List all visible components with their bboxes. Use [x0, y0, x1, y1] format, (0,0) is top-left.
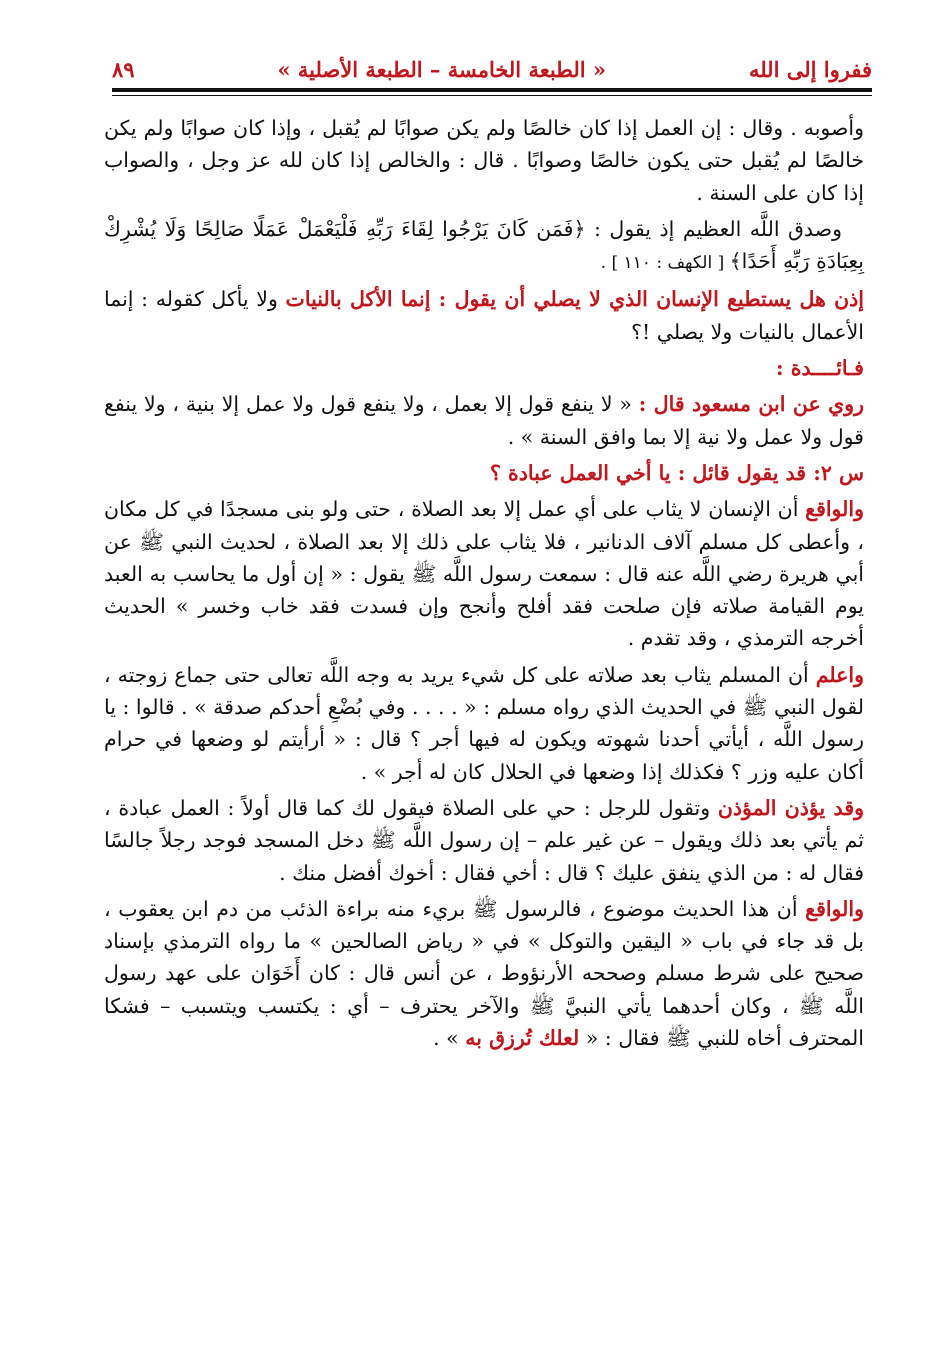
paragraph-3-highlight: إذن هل يستطيع الإنسان الذي لا يصلي أن يقول : إنما الأكل بالنيات	[285, 287, 864, 312]
paragraph-8-tail: » .	[433, 1026, 466, 1051]
paragraph-8-text: أن هذا الحديث موضوع ، فالرسول ﷺ بريء منه براءة الذئب من دم ابن يعقوب ، بل قد جاء في باب « اليقين والتوكل » في « رياض الصالحين » ما رواه الترمذي بإسناد صحيح على شرط مسلم وصححه الأرنؤوط ، عن أنس قال : كان أَخَوَان على عهد رسول اللَّه ﷺ ، وكان أحدهما يأتي النبيَّ ﷺ والآخر يحترف – أي : يكتسب ويتسبب – فشكا المحترف أخاه للنبي ﷺ فقال : «	[104, 896, 864, 1051]
page-body	[104, 112, 864, 1058]
paragraph-6	[104, 659, 864, 788]
book-title: ففروا إلى الله	[748, 56, 872, 82]
page-number: ٨٩	[112, 56, 135, 82]
question-2-heading: س ٢: قد يقول قائل : يا أخي العمل عبادة ؟	[490, 460, 864, 485]
paragraph-4	[104, 388, 864, 453]
paragraph-6-highlight: واعلم	[815, 662, 864, 687]
header-rule-thick	[112, 88, 872, 92]
paragraph-2	[104, 213, 864, 280]
paragraph-7-text: وتقول للرجل : حي على الصلاة فيقول لك كما قال أولاً : العمل عبادة ، ثم يأتي بعد ذلك ويقول – عن غير علم – إن رسول اللَّه ﷺ دخل المسجد فوجد رجلاً جالسًا فقال له : من الذي ينفق عليك ؟ قال : أخي فقال : أخوك أفضل منك .	[104, 795, 864, 885]
quran-intro: وصدق اللَّه العظيم إذ يقول :	[585, 216, 843, 241]
paragraph-1: وأصوبه . وقال : إن العمل إذا كان خالصًا ولم يكن صوابًا لم يُقبل ، وإذا كان صوابًا ولم يكن خالصًا لم يُقبل حتى يكون خالصًا وصوابًا . قال : والخالص إذا كان لله عز وجل ، والصواب إذا كان على السنة .	[104, 116, 864, 205]
edition-title: « الطبعة الخامسة – الطبعة الأصلية »	[277, 56, 607, 82]
paragraph-5-highlight: والواقع	[805, 497, 864, 522]
paragraph-3-text: ولا يأكل كقوله : إنما الأعمال بالنيات ولا يصلي !؟	[104, 287, 864, 344]
paragraph-8-highlight-end: لعلك تُرزق به	[465, 1026, 580, 1051]
paragraph-3	[104, 283, 864, 348]
header-rule-thin	[112, 95, 872, 96]
paragraph-8	[104, 893, 864, 1054]
quran-reference: [ الكهف : ١١٠ ] .	[600, 253, 730, 274]
page-header	[112, 52, 872, 86]
paragraph-6-text: أن المسلم يثاب بعد صلاته على كل شيء يريد به وجه اللَّه تعالى حتى جماع زوجته ، لقول النبي ﷺ في الحديث الذي رواه مسلم : « . . . . وفي بُضْعِ أحدكم صدقة » . قالوا : يا رسول اللَّه ، أيأتي أحدنا شهوته ويكون له فيها أجر ؟ قال : « أرأيتم لو وضعها في حرام أكان عليه وزر ؟ فكذلك إذا وضعها في الحلال كان له أجر » .	[104, 662, 864, 784]
faida-heading: فـائــــدة :	[776, 356, 864, 381]
paragraph-4-text: « لا ينفع قول إلا بعمل ، ولا ينفع قول ولا عمل إلا بنية ، ولا ينفع قول ولا عمل ولا نية إلا بما وافق السنة » .	[104, 392, 864, 449]
paragraph-7	[104, 792, 864, 889]
paragraph-5	[104, 493, 864, 654]
paragraph-7-highlight: وقد يؤذن المؤذن	[717, 795, 865, 820]
quran-ayah: ﴿فَمَن كَانَ يَرْجُوا لِقَاءَ رَبِّهِ فَلْيَعْمَلْ عَمَلًا صَالِحًا وَلَا يُشْرِكْ بِعِبَادَةِ رَبِّهِ أَحَدًا﴾	[104, 216, 864, 274]
paragraph-5-text: أن الإنسان لا يثاب على أي عمل إلا بعد الصلاة ، حتى ولو بنى مسجدًا في كل مكان ، وأعطى كل مسلم آلاف الدنانير ، فلا يثاب على ذلك إلا بعد الصلاة ، لحديث النبي ﷺ عن أبي هريرة رضي اللَّه عنه قال : سمعت رسول اللَّه ﷺ يقول : « إن أول ما يحاسب به العبد يوم القيامة صلاته فإن صلحت فقد أفلح وأنجح وإن فسدت فقد خاب وخسر » الحديث أخرجه الترمذي ، وقد تقدم .	[104, 497, 864, 651]
paragraph-8-highlight: والواقع	[805, 896, 864, 921]
paragraph-4-highlight: روي عن ابن مسعود قال :	[638, 392, 865, 417]
